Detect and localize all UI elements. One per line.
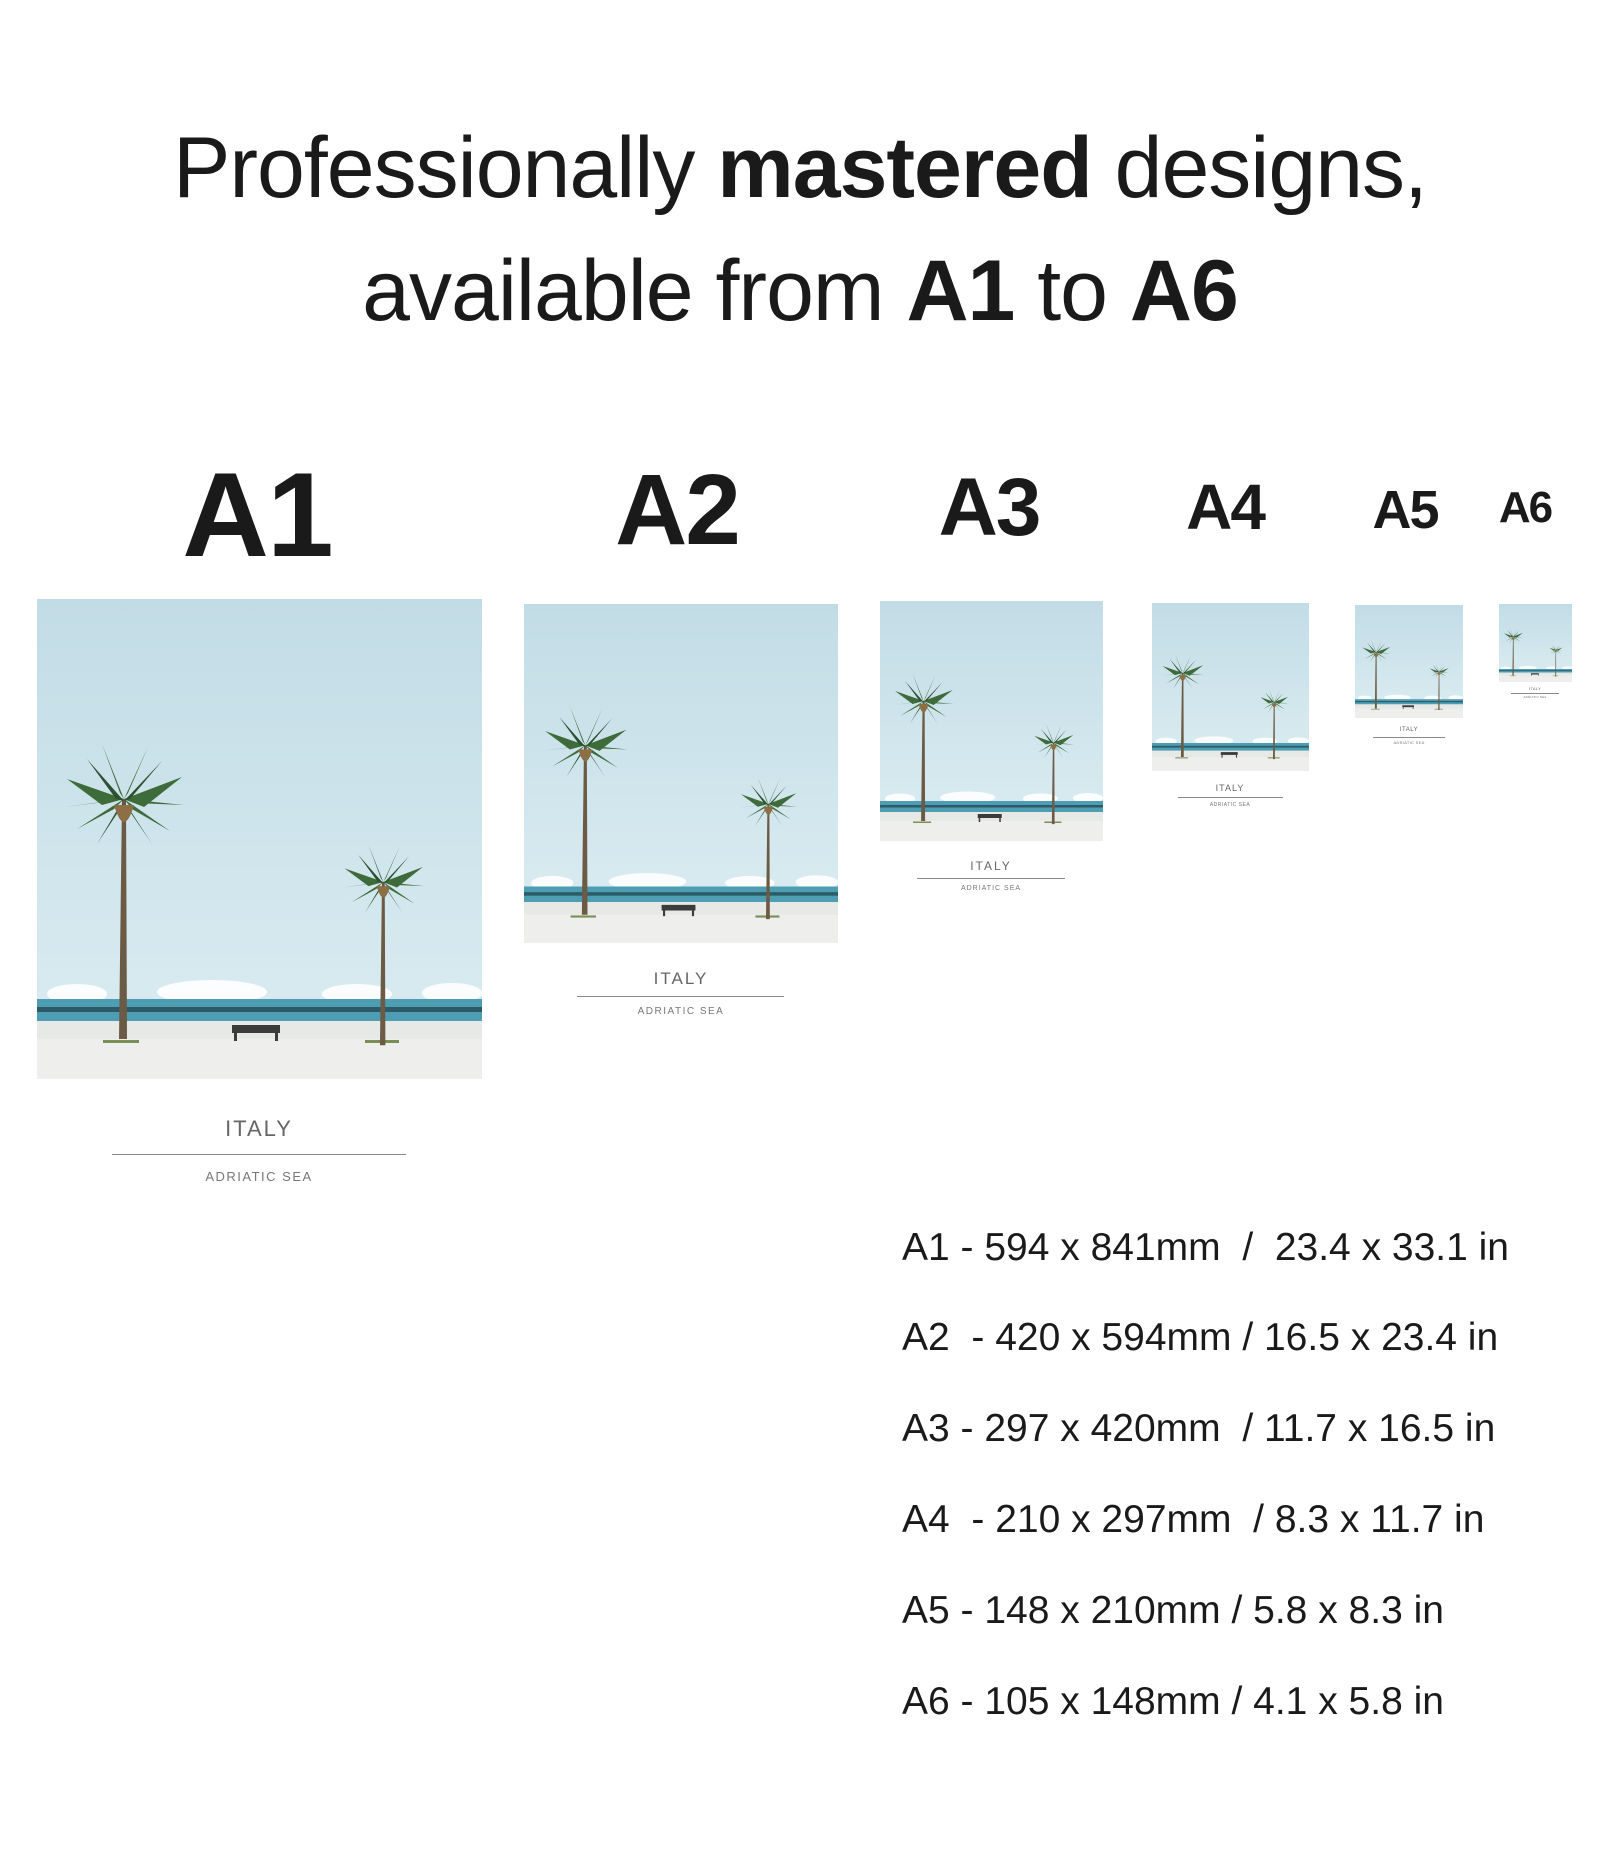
poster-image [1152,603,1309,771]
headline-text: Professionally [173,120,718,216]
poster-a5 [1355,605,1463,718]
poster-caption-title: ITALY [970,859,1012,873]
poster-caption-rule [917,878,1065,879]
poster-caption-rule [577,996,784,997]
poster-caption-title: ITALY [1399,727,1419,733]
size-spec-a6: A6 - 105 x 148mm / 4.1 x 5.8 in [902,1680,1444,1723]
poster-caption-subtitle: ADRIATIC SEA [205,1169,313,1184]
size-spec-a2: A2 - 420 x 594mm / 16.5 x 23.4 in [902,1316,1499,1359]
poster-caption-title: ITALY [225,1116,293,1141]
poster-caption-title: ITALY [1215,783,1245,793]
size-spec-a3: A3 - 297 x 420mm / 11.7 x 16.5 in [902,1407,1496,1450]
poster-a6 [1499,604,1572,682]
poster-image [524,604,838,943]
headline-emphasis: A1 [906,243,1015,339]
headline-text: available from [362,243,907,339]
size-label-a1: A1 [182,448,332,582]
poster-caption-title: ITALY [1528,686,1542,691]
poster-image [1355,605,1463,718]
poster-caption-subtitle: ADRIATIC SEA [1209,802,1251,808]
poster-caption-subtitle: ADRIATIC SEA [960,885,1022,892]
size-label-a3: A3 [938,462,1040,553]
size-label-a5: A5 [1372,480,1438,540]
size-label-a2: A2 [615,454,739,566]
poster-caption-rule [1511,693,1559,694]
poster-a3 [880,601,1103,841]
poster-caption-rule [1373,737,1445,738]
headline-text: to [1014,243,1130,339]
poster-a2 [524,604,838,943]
headline-line-1 [0,120,1600,216]
poster-caption-rule [1178,797,1283,798]
headline-text: designs, [1091,120,1427,216]
poster-a4 [1152,603,1309,771]
poster-image [1499,604,1572,682]
poster-image [880,601,1103,841]
poster-caption-title: ITALY [653,969,709,988]
headline-emphasis: A6 [1129,243,1238,339]
poster-image [37,599,482,1079]
size-label-a6: A6 [1498,483,1552,532]
poster-caption-rule [112,1154,406,1155]
poster-caption-subtitle: ADRIATIC SEA [637,1006,725,1017]
headline-emphasis: mastered [717,120,1092,216]
poster-caption-subtitle: ADRIATIC SEA [1523,695,1547,699]
size-spec-a1: A1 - 594 x 841mm / 23.4 x 33.1 in [902,1226,1509,1269]
size-spec-a4: A4 - 210 x 297mm / 8.3 x 11.7 in [902,1498,1485,1541]
headline-line-2 [0,243,1600,339]
poster-caption-subtitle: ADRIATIC SEA [1393,740,1425,745]
size-label-a4: A4 [1186,471,1264,543]
size-spec-a5: A5 - 148 x 210mm / 5.8 x 8.3 in [902,1589,1444,1632]
poster-a1 [37,599,482,1079]
